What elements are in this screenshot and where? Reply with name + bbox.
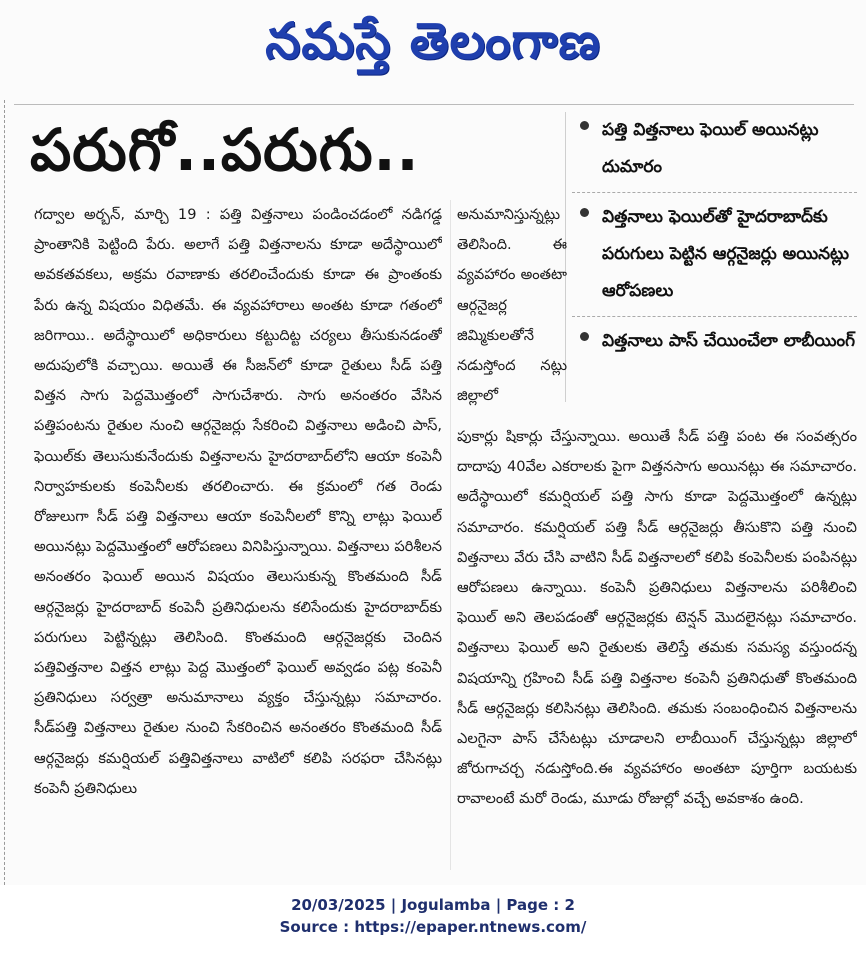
bullet-icon [580, 208, 589, 217]
highlight-item [572, 323, 857, 366]
article-column-2-wide: పుకార్లు షికార్లు చేస్తున్నాయి. అయితే సీడ్ పత్తి పంట ఈ సంవత్సరం దాదాపు 40వేల ఎకరాలకు పైగా విత్తనసాగు అయినట్లు ఈ సమాచారం. అదేస్థాయిలో కమర్షియల్ పత్తి సాగు కూడా పెద్దమొత్తంలో ఉన్నట్లు సమాచారం. కమర్షియల్ పత్తి సీడ్ ఆర్గనైజర్లు తీసుకొని పత్తి నుంచి విత్తనాలు వేరు చేసి వాటిని సీడ్ విత్తనాలలో కలిపి కంపెనీలకు పంపినట్లు ఆరోపణలు ఉన్నాయి. కంపెనీ ప్రతినిధులు విత్తనాలను పరిశీలించి ఫెయిల్ అని తెలపడంతో ఆర్గనైజర్లకు టెన్షన్ మొదలైనట్లు సమాచారం. విత్తనాలు ఫెయిల్ అని రైతులకు తెలిస్తే తమకు సమస్య వస్తుందన్న విషయాన్ని గ్రహించి సీడ్ పత్తి విత్తనాల కంపెనీ ప్రతినిధుతో కొంతమంది సీడ్ ఆర్గనైజర్లు కలిసినట్లు తెలిసింది. తమకు సంబంధించిన విత్తనాలను ఎలగైనా పాస్ చేసేటట్లు చూడాలని లాబీయింగ్ చేస్తున్నట్లు జిల్లాలో జోరుగాచర్చ నడుస్తోంది.ఈ వ్యవహారం అంతటా పూర్తిగా బయటకు రావాలంటే మరో రెండు, మూడు రోజుల్లో వచ్చే అవకాశం ఉంది. [457, 428, 857, 808]
bullet-icon [580, 121, 589, 130]
highlights-sidebar [572, 112, 857, 372]
bullet-icon [580, 332, 589, 341]
article-headline: పరుగో..పరుగు.. [30, 116, 420, 184]
masthead-logo: నమస్తే తెలంగాణ [265, 12, 601, 70]
highlight-text: పత్తి విత్తనాలు ఫెయిల్ అయినట్లు దుమారం [602, 120, 819, 177]
highlight-text: విత్తనాలు పాస్ చేయించేలా లాబీయింగ్ [602, 331, 856, 351]
page-footer [0, 894, 866, 938]
footer-date-line: 20/03/2025 | Jogulamba | Page : 2 [291, 896, 575, 914]
highlight-text: విత్తనాలు ఫెయిల్‌తో హైదరాబాద్‌కు పరుగులు పెట్టిన ఆర్గనైజర్లు అయినట్లు ఆరోపణలు [602, 207, 850, 301]
article-column-1: గద్వాల అర్బన్, మార్చి 19 : పత్తి విత్తనాలు పండించడంలో నడిగడ్డ ప్రాంతానికి పెట్టింది పేరు. అలాగే పత్తి విత్తనాలను కూడా అదేస్థాయిలో అవకతవకలు, అక్రమ రవాణాకు తరలించేందుకు కూడా ఈ ప్రాంతంకు పేరు ఉన్న విషయం విధితమే. ఈ వ్యవహారాలు అంతట కూడా గతంలో జరిగాయి.. అదేస్థాయిలో అధికారులు కట్టుదిట్ట చర్యలు తీసుకునడంతో అదుపులోకి వచ్చాయి. అయితే ఈ సీజన్‌లో కూడా రైతులు సీడ్ పత్తి విత్తన సాగు పెద్దమొత్తంలో సాగుచేశారు. సాగు అనంతరం వేసిన పత్తిపంటను రైతుల నుంచి ఆర్గనైజర్లు సేకరించి విత్తనాలు అడించి పాస్, ఫెయిల్‌కు తెలుసుకునేందుకు విత్తనాలను హైదరాబాద్‌లోని ఆయా కంపెనీ నిర్వాహకులకు కంపెనీలకు తరలించారు. ఈ క్రమంలో గత రెండు రోజులుగా సీడ్ పత్తి విత్తనాలు ఆయా కంపెనీలలో కొన్ని లాట్లు ఫెయిల్ అయినట్లు పెద్దమొత్తంలో ఆరోపణలు వినిపిస్తున్నాయి. విత్తనాలు పరిశీలన అనంతరం ఫెయిల్ అయిన విషయం తెలుసుకున్న కొంతమంది సీడ్ ఆర్గనైజర్లు హైదరాబాద్ కంపెనీ ప్రతినిధులను కలిసేందుకు హైదరాబాద్‌కు పరుగులు పెట్టిన్నట్లు తెలిసింది. కొంతమంది ఆర్గనైజర్లకు చెందిన పత్తివిత్తనాల విత్తన లాట్లు పెద్ద మొత్తంలో ఫెయిల్ అవ్వడం పట్ల కంపెనీ ప్రతినిధులు సర్వత్రా అనుమానాలు వ్యక్తం చేస్తున్నట్లు సమాచారం. సీడ్‌పత్తి విత్తనాలు రైతుల నుంచి సేకరించిన అనంతరం కొంతమంది సీడ్ ఆర్గనైజర్లు కమర్షియల్ పత్తివిత్తనాలు వాటిలో కలిపి సరఫరా చేసినట్లు కంపెనీ ప్రతినిధులు [34, 206, 442, 797]
highlight-item [572, 199, 857, 317]
header-divider [14, 104, 854, 105]
footer-source-line: Source : https://epaper.ntnews.com/ [279, 918, 587, 936]
column-divider [450, 200, 451, 870]
left-border [0, 100, 5, 885]
article-column-2-narrow: అనుమానిస్తున్నట్లు తెలిసింది. ఈ వ్యవహారం అంతటా ఆర్గనైజర్ల జిమ్మికులతోనే నడుస్తోంద నట్లు జిల్లాలో [457, 206, 567, 405]
highlight-item [572, 112, 857, 193]
